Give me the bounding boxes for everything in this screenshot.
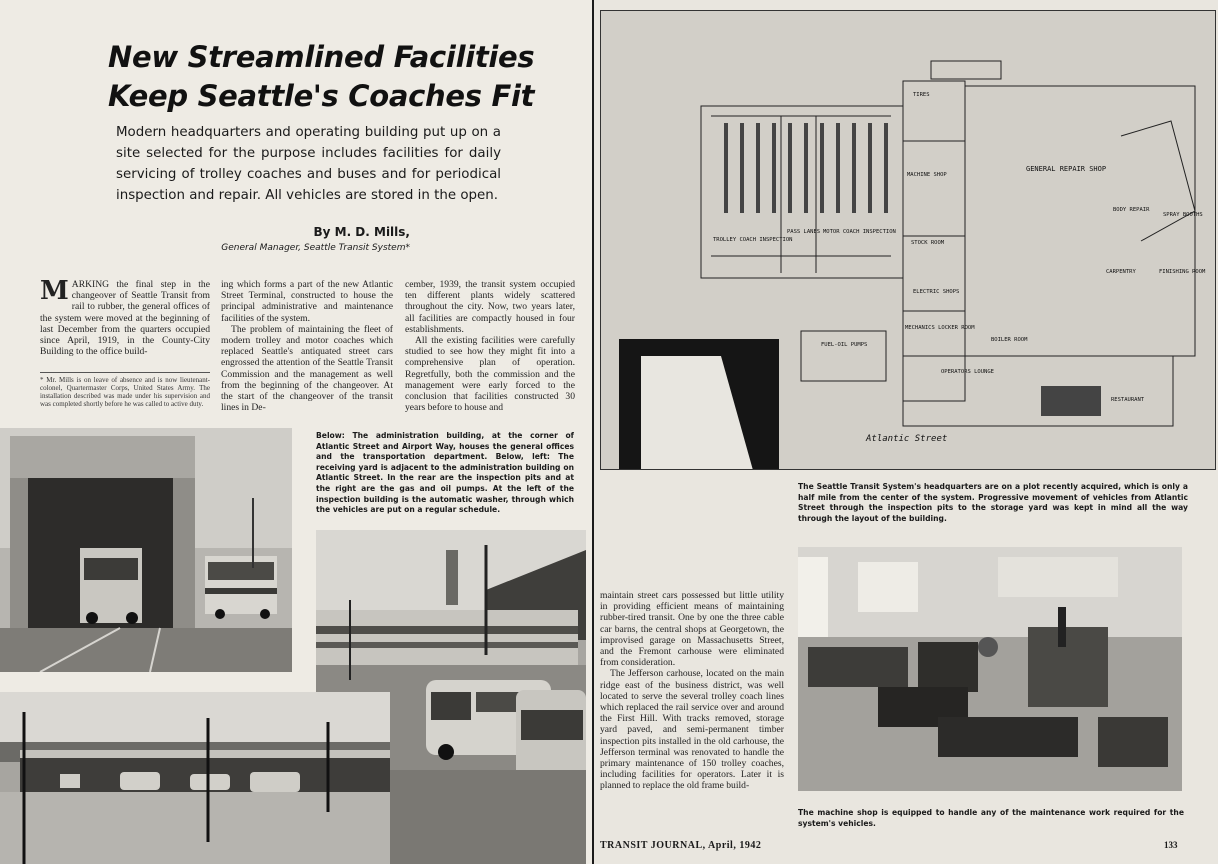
plan-label-machine-shop: MACHINE SHOP bbox=[907, 172, 947, 178]
col4-paragraph-2: The Jefferson carhouse, located on the main ridge east of the business district, was well located to serve the several trolley coach lines which replaced the rail service over and around the First Hill. With tracks removed, storage yard paved, and semi-permanent timber inspection pits installed in the old carhouse, the Jefferson terminal was renovated to handle the primary maintenance of 150 trolley coaches, including facilities for operators. Later it is planned to replace the old frame build- bbox=[600, 668, 784, 792]
photos-caption-label: Below: bbox=[316, 431, 345, 440]
photo-inspection-building bbox=[0, 428, 292, 672]
text-column-1 bbox=[40, 276, 210, 358]
plan-label-trolley-inspection: TROLLEY COACH INSPECTION bbox=[713, 237, 793, 243]
plan-label-tires: TIRES bbox=[913, 92, 930, 98]
plan-label-stock-room: STOCK ROOM bbox=[911, 240, 945, 246]
plan-label-restaurant: RESTAURANT bbox=[1111, 397, 1145, 403]
machine-shop-caption: The machine shop is equipped to handle any of the maintenance work required for the system's vehicles. bbox=[798, 808, 1184, 828]
photo-inspection-building-image bbox=[0, 428, 292, 672]
text-column-4 bbox=[600, 590, 784, 792]
plan-label-atlantic-street: Atlantic Street bbox=[866, 434, 948, 444]
plan-label-electric-shops: ELECTRIC SHOPS bbox=[913, 289, 960, 295]
left-page bbox=[0, 0, 592, 864]
plan-label-carpentry: CARPENTRY bbox=[1106, 269, 1136, 275]
plan-label-general-repair: GENERAL REPAIR SHOP bbox=[1026, 165, 1107, 173]
footnote: * Mr. Mills is on leave of absence and is now lieutenant-colonel, Quartermaster Corps, United States Army. The installation described was made under his supervision and was completed shortly before he was called to active duty. bbox=[40, 372, 210, 408]
photo-machine-shop-image bbox=[798, 547, 1182, 791]
col2-paragraph-1: ing which forms a part of the new Atlantic Street Terminal, constructed to house the principal administrative and maintenance facilities of the system. bbox=[221, 279, 393, 324]
plan-label-body-repair: BODY REPAIR bbox=[1113, 207, 1150, 213]
plan-label-pass-lanes: PASS LANES bbox=[787, 229, 821, 235]
plan-label-mechanics: MECHANICS LOCKER ROOM bbox=[905, 325, 975, 331]
col2-paragraph-2: The problem of maintaining the fleet of modern trolley and motor coaches which replaced Seattle's antiquated street cars engrossed the attention of the Seattle Transit Commission and the management as well from the beginning of the changeover. At the start of the changeover of the transit lines in De- bbox=[221, 323, 393, 414]
plan-label-fuel-oil: FUEL-OIL PUMPS bbox=[821, 342, 868, 348]
byline-role: General Manager, Seattle Transit System* bbox=[221, 243, 410, 253]
plan-label-spray: SPRAY BOOTHS bbox=[1163, 212, 1203, 218]
col4-paragraph-1: maintain street cars possessed but little utility in providing efficient means of maintaining rubber-tired transit. One by one the three cable car barns, the central shops at Georgetown, the improvised garage on Massachusetts Street, and the Fremont carhouse were eliminated from consideration. bbox=[600, 590, 784, 669]
article-title: New Streamlined Facilities Keep Seattle's Coaches Fit bbox=[108, 40, 535, 113]
article-subhead: Modern headquarters and operating building put up on a site selected for the purpose includes facilities for daily servicing of trolley coaches and buses and for periodical inspection and repair. All vehicles are stored in the open. bbox=[116, 125, 501, 203]
photo-machine-shop bbox=[798, 547, 1182, 791]
right-page bbox=[594, 0, 1218, 864]
col1-paragraph: ARKING the final step in the changeover of Seattle Transit from rail to rubber, the general offices of the system were moved at the beginning of last December from the quarters occupied since April, 1919, in the County-City Building to the office build- bbox=[40, 279, 210, 358]
byline: By M. D. Mills, bbox=[313, 225, 410, 239]
photos-caption bbox=[316, 431, 574, 516]
photo-receiving-yard-image bbox=[0, 692, 390, 864]
drop-cap: M bbox=[40, 276, 69, 306]
text-column-3 bbox=[405, 279, 575, 413]
photos-caption-text: The administration building, at the corner of Atlantic Street and Airport Way, houses the general offices and the transportation department. Below, left: The receiving yard is adjacent to the administration building on Atlantic Street. In the rear are the inspection pits and at the right are the gas and oil pumps. At the left of the inspection building is the automatic washer, through which the vehicles are put on a regular schedule. bbox=[316, 431, 574, 515]
plan-caption: The Seattle Transit System's headquarters are on a plot recently acquired, which is only a half mile from the center of the system. Progressive movement of vehicles from Atlantic Street through the inspection pits to the storage yard was kept in mind all the way through the layout of the building. bbox=[798, 482, 1188, 523]
floor-plan bbox=[600, 10, 1216, 470]
col3-paragraph-1: cember, 1939, the transit system occupied ten different plants widely scattered throughout the city. Now, two years later, all facilities are compactly housed in four establishments. bbox=[405, 279, 575, 335]
col3-paragraph-2: All the existing facilities were carefully studied to see how they might fit into a comprehensive plan of operation. Regretfully, both the commission and the management were early forced to the conclusion that facilities constructed 30 years before to house and bbox=[405, 335, 575, 414]
plan-label-boiler: BOILER ROOM bbox=[991, 337, 1028, 343]
footer-journal: TRANSIT JOURNAL, April, 1942 bbox=[600, 840, 762, 851]
floor-plan-drawing bbox=[601, 11, 1215, 469]
footer-page-number: 133 bbox=[1164, 840, 1178, 850]
plan-label-motor-inspection: MOTOR COACH INSPECTION bbox=[823, 229, 896, 235]
plan-label-finishing: FINISHING ROOM bbox=[1159, 269, 1206, 275]
plan-label-operators: OPERATORS LOUNGE bbox=[941, 369, 994, 375]
photo-receiving-yard bbox=[0, 692, 390, 864]
text-column-2 bbox=[221, 279, 393, 413]
